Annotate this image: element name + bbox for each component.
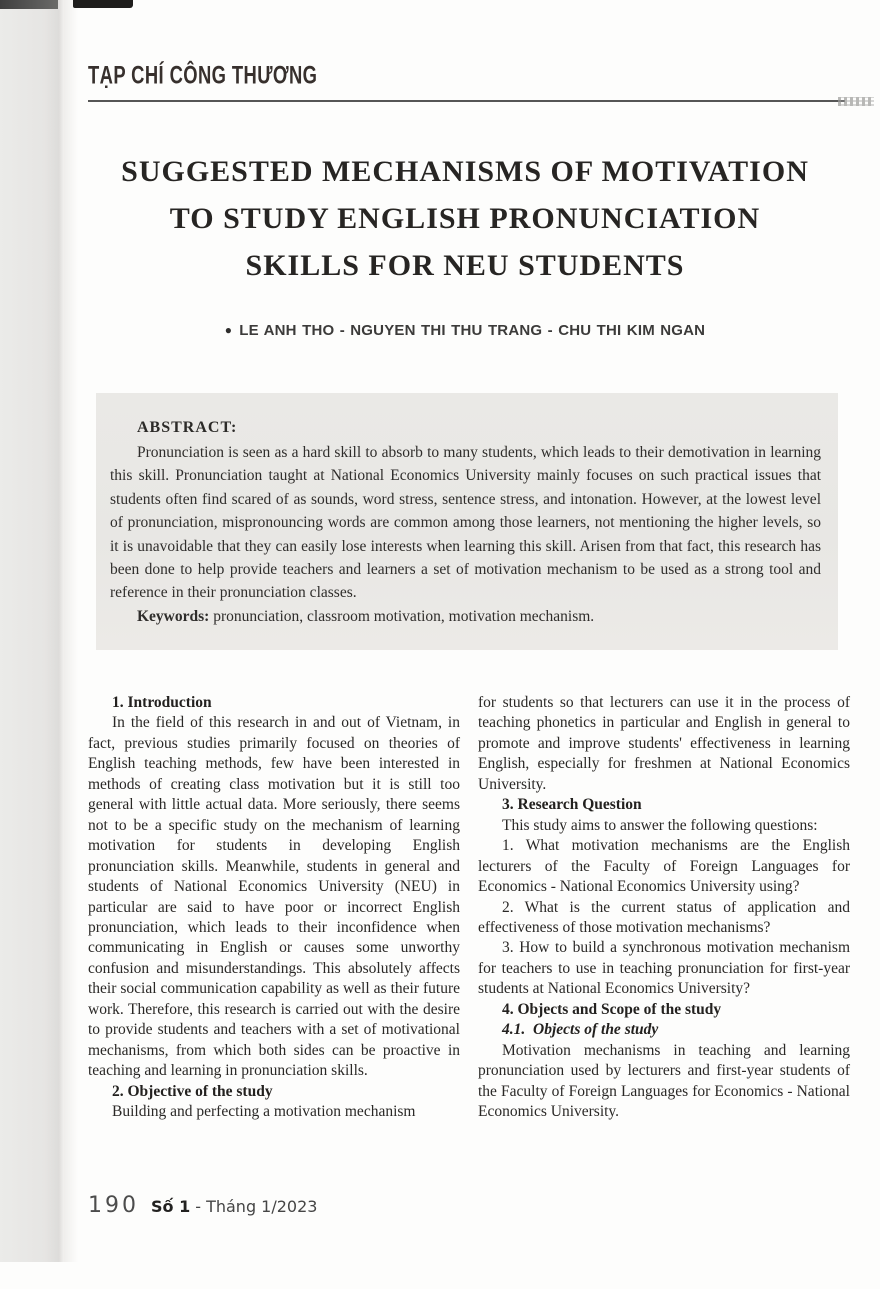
section-heading-research-question: 3. Research Question xyxy=(502,796,642,814)
page-footer xyxy=(88,1193,317,1218)
abstract-keywords xyxy=(110,605,821,628)
keywords-text: pronunciation, classroom motivation, motivation mechanism. xyxy=(209,607,595,625)
author-bullet-icon: ● xyxy=(224,323,233,337)
article-title xyxy=(88,148,842,289)
article-title-line-3: SKILLS FOR NEU STUDENTS xyxy=(245,249,685,282)
introduction-paragraph: In the field of this research in and out of Vietnam, in fact, previous studies primarily focused on theories of English teaching methods, few have been interested in methods of creating class motivation but it is still too general with little actual data. More seriously, there seems not to be a specific study on the mechanism of learning motivation for students in developing English pronunciation skills. Meanwhile, students in general and students of National Economics University (NEU) in particular are said to have poor or incorrect English pronunciation, which leads to their inconfidence when communicating in English or causes some unworthy confusion and misunderstandings. This absolutely affects their social communication capability as well as their future work. Therefore, this research is carried out with the desire to provide students and teachers with a set of motivational mechanisms, from which both sides can be proactive in teaching and learning in pronunciation skills. xyxy=(88,714,460,1080)
research-question-2: 2. What is the current status of application and effectiveness of those motivation mechanisms? xyxy=(478,898,850,936)
journal-masthead-title: TẠP CHÍ CÔNG THƯƠNG xyxy=(88,60,318,89)
masthead-rule-dots xyxy=(838,97,874,106)
article-title-line-2: TO STUDY ENGLISH PRONUNCIATION xyxy=(169,202,761,235)
scan-edge-fade xyxy=(64,0,78,1262)
objects-paragraph: Motivation mechanisms in teaching and learning pronunciation used by lecturers and first-year students of the Faculty of Foreign Languages for Economics - National Economics University. xyxy=(478,1041,850,1121)
research-question-intro: This study aims to answer the following questions: xyxy=(502,816,818,834)
subsection-heading-objects: 4.1. Objects of the study xyxy=(502,1021,659,1039)
page-number: 190 xyxy=(88,1193,139,1218)
section-heading-objects-scope: 4. Objects and Scope of the study xyxy=(502,1000,722,1018)
research-question-1: 1. What motivation mechanisms are the English lecturers of the Faculty of Foreign Languages for Economics - National Economics University using? xyxy=(478,837,850,896)
objective-paragraph-start: Building and perfecting a motivation mechanism xyxy=(112,1103,416,1121)
left-column xyxy=(88,693,460,1123)
abstract-text: Pronunciation is seen as a hard skill to absorb to many students, which leads to their demotivation in learning this skill. Pronunciation taught at National Economics University mainly focuses on such practical issues that students often find scared of as sounds, word stress, sentence stress, and intonation. However, at the lowest level of pronunciation, mispronouncing words are common among those learners, not mentioning the higher levels, so it is unavoidable that they can easily lose interests when learning this skill. Arisen from that fact, this research has been done to help provide teachers and learners a set of motivation mechanism to be used as a strong tool and reference in their pronunciation classes. xyxy=(110,444,821,602)
objective-paragraph-continued: for students so that lecturers can use it in the process of teaching phonetics in particular and English in general to promote and improve students' effectiveness in learning English, especially for freshmen at National Economics University. xyxy=(478,694,850,793)
abstract-heading: ABSTRACT: xyxy=(137,419,238,436)
masthead-rule xyxy=(88,100,845,102)
scan-edge-strip xyxy=(0,0,64,1262)
article-title-line-1: SUGGESTED MECHANISMS OF MOTIVATION xyxy=(121,155,809,188)
section-heading-objective: 2. Objective of the study xyxy=(112,1082,273,1100)
section-heading-introduction: 1. Introduction xyxy=(112,694,212,711)
keywords-label: Keywords: xyxy=(137,607,210,625)
article-body xyxy=(88,693,850,1123)
masthead xyxy=(88,62,858,89)
issue-date: - Tháng 1/2023 xyxy=(195,1197,318,1216)
issue-label: Số 1 xyxy=(151,1197,191,1216)
scan-artifact-top xyxy=(73,0,133,8)
scan-artifact-top-left xyxy=(0,0,58,9)
author-byline xyxy=(88,322,842,339)
research-question-3: 3. How to build a synchronous motivation mechanism for teachers to use in teaching pronunciation for first-year students at National Economics University? xyxy=(478,939,850,998)
author-names: LE ANH THO - NGUYEN THI THU TRANG - CHU THI KIM NGAN xyxy=(239,322,706,339)
right-column xyxy=(478,693,850,1123)
abstract-box xyxy=(96,393,838,650)
